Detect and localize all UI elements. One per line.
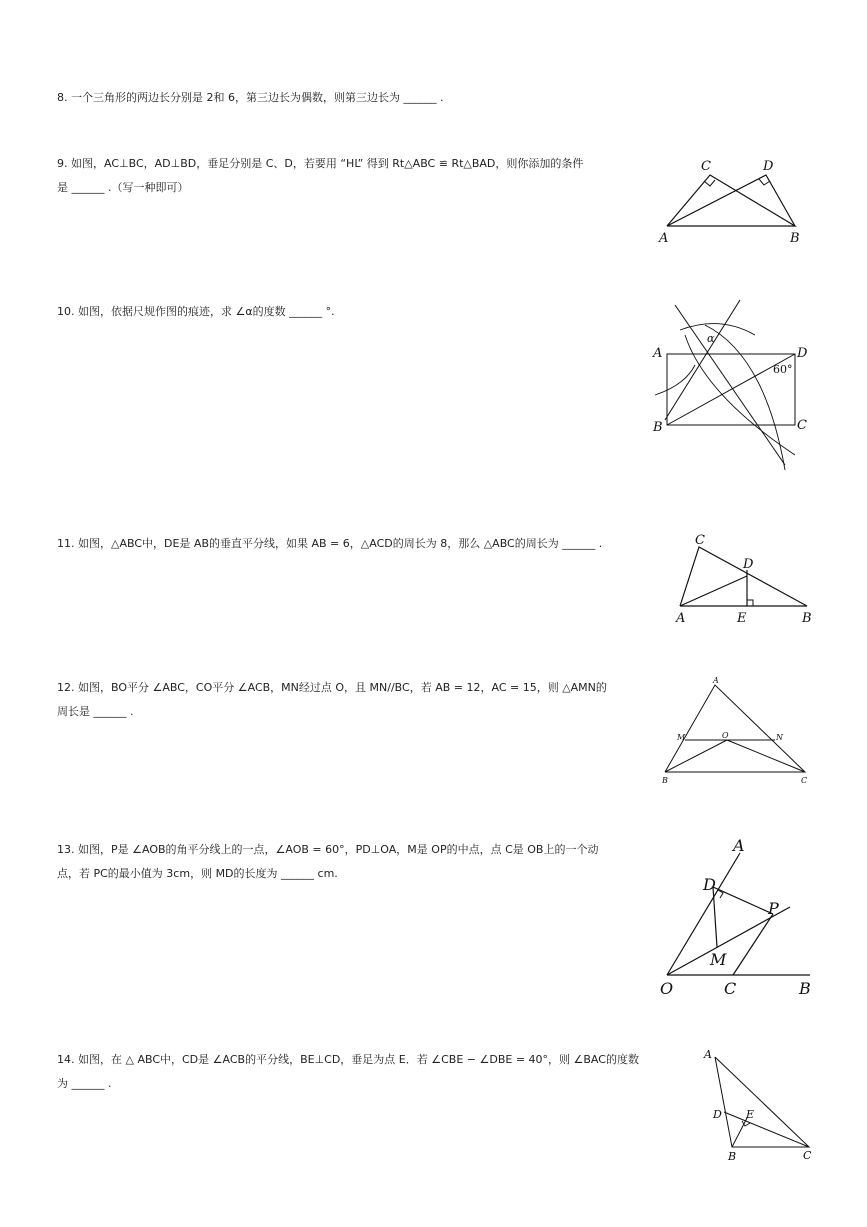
figure-11: [670, 530, 820, 625]
question-8: [57, 86, 443, 110]
segment-pd: [713, 887, 773, 914]
label-c: C: [801, 776, 808, 785]
label-a: A: [733, 836, 745, 855]
label-b: B: [653, 420, 663, 435]
label-b: B: [728, 1150, 737, 1163]
label-b: B: [790, 231, 800, 246]
question-13-line-1: 13. 如图，P是 ∠AOB的角平分线上的一点，∠AOB = 60°，PD⊥OA，M是 OP的中点，点 C是 OB上的一个动: [57, 843, 599, 856]
ray-oa: [667, 853, 740, 975]
construction-arc-2: [685, 335, 795, 455]
triangle-abc: [715, 1057, 809, 1147]
figure-10: [645, 295, 825, 485]
question-10: [57, 300, 335, 324]
triangle-bad: [667, 175, 795, 226]
label-a: A: [713, 676, 719, 685]
label-p: P: [768, 899, 779, 918]
question-9-line-1: 9. 如图，AC⊥BC，AD⊥BD，垂足分别是 C、D，若要用 “HL” 得到 Rt△ABC ≌ Rt△BAD，则你添加的条件: [57, 157, 584, 170]
triangle-abc: [665, 685, 805, 772]
question-14: [57, 1048, 639, 1096]
question-9: [57, 152, 583, 200]
question-9-line-2: 是 ______ .（写一种即可）: [57, 181, 189, 194]
figure-13: [655, 835, 820, 1000]
label-c: C: [701, 159, 711, 174]
bisector-line: [675, 305, 785, 465]
question-13: [57, 838, 598, 886]
question-8-line-1: 8. 一个三角形的两边长分别是 2和 6，第三边长为偶数，则第三边长为 ______ .: [57, 91, 444, 104]
label-o: O: [722, 731, 729, 740]
segment-be: [732, 1118, 747, 1147]
question-12-line-2: 周长是 ______ .: [57, 705, 134, 718]
question-14-line-2: 为 ______ .: [57, 1077, 112, 1090]
figure-12: [655, 672, 815, 787]
label-m: M: [710, 950, 727, 969]
segment-md: [713, 887, 717, 947]
segment-co: [727, 740, 805, 772]
label-c: C: [724, 979, 737, 998]
label-e: E: [746, 1108, 755, 1121]
label-angle-60: 60°: [773, 363, 793, 376]
question-12-line-1: 12. 如图，BO平分 ∠ABC，CO平分 ∠ACB，MN经过点 O，且 MN//BC，若 AB = 12，AC = 15，则 △AMN的: [57, 681, 607, 694]
segment-ad: [680, 576, 747, 606]
right-angle-e: [747, 600, 753, 606]
label-m: M: [677, 733, 686, 742]
label-c: C: [695, 533, 705, 548]
question-13-line-2: 点，若 PC的最小值为 3cm，则 MD的长度为 ______ cm.: [57, 867, 338, 880]
label-d: D: [763, 159, 774, 174]
figure-14: [695, 1042, 820, 1167]
label-a: A: [704, 1048, 712, 1061]
question-10-line-1: 10. 如图，依据尺规作图的痕迹，求 ∠α的度数 ______ °.: [57, 305, 335, 318]
label-a: A: [676, 611, 686, 625]
label-c: C: [797, 418, 807, 433]
label-a: A: [659, 231, 669, 246]
label-c: C: [803, 1149, 812, 1162]
label-a: A: [653, 346, 663, 361]
label-n: N: [776, 733, 783, 742]
label-b: B: [799, 979, 811, 998]
label-d: D: [703, 875, 716, 894]
question-11: [57, 532, 602, 556]
figure-9: [650, 150, 820, 250]
label-d: D: [713, 1108, 722, 1121]
construction-arc-3: [655, 365, 695, 395]
label-b: B: [802, 611, 812, 625]
label-d: D: [743, 557, 754, 572]
segment-cd: [724, 1112, 809, 1147]
question-12: [57, 676, 607, 724]
triangle-abc: [667, 175, 795, 226]
label-b: B: [662, 776, 668, 785]
segment-pc: [733, 914, 773, 975]
label-e: E: [737, 611, 747, 625]
question-14-line-1: 14. 如图，在 △ ABC中，CD是 ∠ACB的平分线，BE⊥CD，垂足为点 E．若 ∠CBE − ∠DBE = 40°，则 ∠BAC的度数: [57, 1053, 639, 1066]
label-alpha: α: [707, 332, 715, 345]
label-d: D: [797, 346, 808, 361]
label-o: O: [660, 979, 674, 998]
question-11-line-1: 11. 如图，△ABC中，DE是 AB的垂直平分线，如果 AB = 6，△ACD的周长为 8，那么 △ABC的周长为 ______ .: [57, 537, 603, 550]
